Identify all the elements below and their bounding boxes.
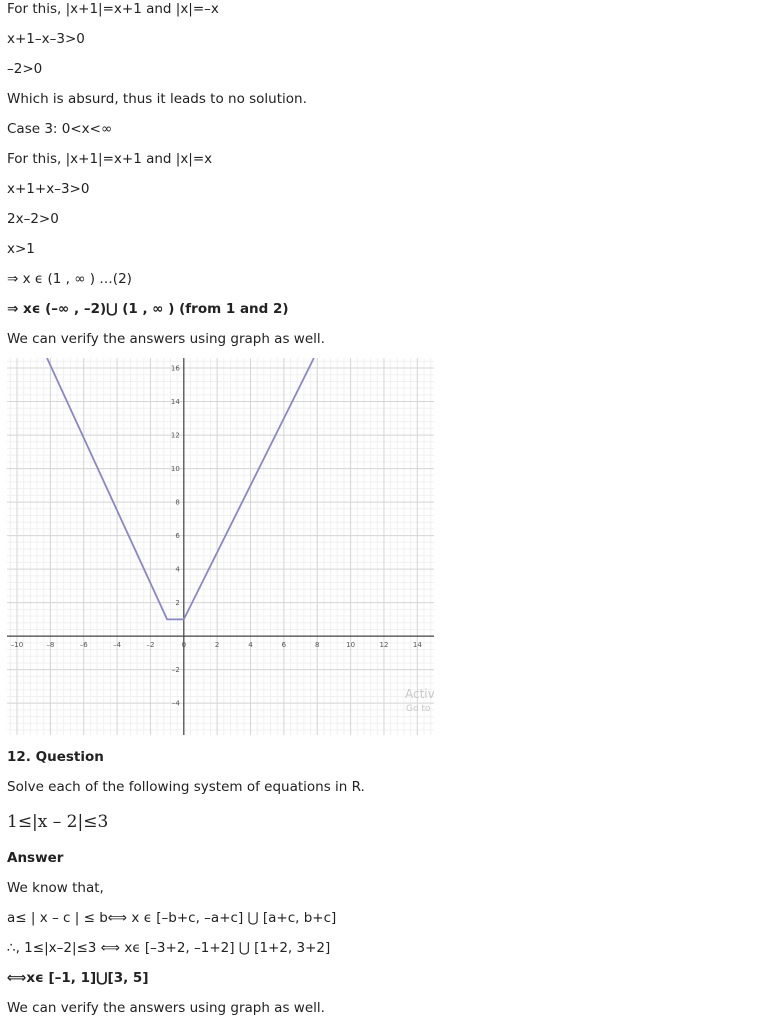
solution-result: ⇒ xϵ (–∞ , –2)⋃ (1 , ∞ ) (from 1 and 2) — [7, 301, 289, 317]
answer-heading: Answer — [7, 850, 64, 866]
answer-line: ∴, 1≤|x–2|≤3 ⟺ xϵ [–3+2, –1+2] ⋃ [1+2, 3+2] — [7, 940, 331, 956]
x-tick-label: 14 — [412, 641, 422, 650]
question-equation: 1≤|x – 2|≤3 — [7, 812, 109, 832]
y-tick-label: –4 — [171, 699, 180, 708]
solution-line: 2x–2>0 — [7, 211, 59, 227]
y-tick-label: 8 — [175, 498, 180, 507]
solution-line: Which is absurd, thus it leads to no solution. — [7, 91, 307, 107]
x-tick-label: 8 — [315, 641, 320, 650]
answer-line: a≤ | x – c | ≤ b⟺ x ϵ [–b+c, –a+c] ⋃ [a+c, b+c] — [7, 910, 337, 926]
y-tick-label: 2 — [175, 599, 180, 608]
x-tick-label: –6 — [79, 641, 88, 650]
question-prompt: Solve each of the following system of equations in R. — [7, 779, 365, 795]
solution-line: Case 3: 0<x<∞ — [7, 121, 113, 137]
x-tick-label: 2 — [214, 641, 220, 650]
question-heading: 12. Question — [7, 749, 104, 765]
y-tick-label: 16 — [170, 364, 180, 373]
x-tick-label: –10 — [10, 641, 24, 650]
y-tick-label: 10 — [170, 465, 180, 474]
solution-line: We can verify the answers using graph as well. — [7, 331, 325, 347]
answer-line: We know that, — [7, 880, 104, 896]
y-tick-label: 4 — [175, 565, 180, 574]
solution-line: For this, |x+1|=x+1 and |x|=x — [7, 151, 213, 167]
x-tick-label: –8 — [46, 641, 55, 650]
x-tick-label: 0 — [181, 641, 187, 650]
y-tick-label: 12 — [170, 431, 180, 440]
solution-line: x>1 — [7, 241, 35, 257]
y-tick-label: 6 — [175, 532, 180, 541]
x-tick-label: 12 — [379, 641, 389, 650]
x-tick-label: 6 — [281, 641, 287, 650]
function-graph — [7, 358, 434, 735]
y-tick-label: 14 — [170, 398, 180, 407]
answer-result: ⟺xϵ [–1, 1]⋃[3, 5] — [7, 970, 149, 986]
x-tick-label: 10 — [346, 641, 356, 650]
answer-line: We can verify the answers using graph as well. — [7, 1000, 325, 1016]
y-tick-label: –2 — [171, 666, 180, 675]
x-tick-label: –4 — [113, 641, 122, 650]
graph-svg — [7, 358, 434, 735]
x-tick-label: –2 — [146, 641, 155, 650]
solution-line: x+1–x–3>0 — [7, 31, 85, 47]
solution-line: –2>0 — [7, 61, 43, 77]
solution-line: For this, |x+1|=x+1 and |x|=–x — [7, 1, 219, 17]
solution-line: ⇒ x ϵ (1 , ∞ ) …(2) — [7, 271, 132, 287]
watermark-text: Go to — [406, 704, 431, 714]
solution-line: x+1+x–3>0 — [7, 181, 90, 197]
x-tick-label: 4 — [248, 641, 253, 650]
watermark-text: Activ — [405, 687, 434, 701]
